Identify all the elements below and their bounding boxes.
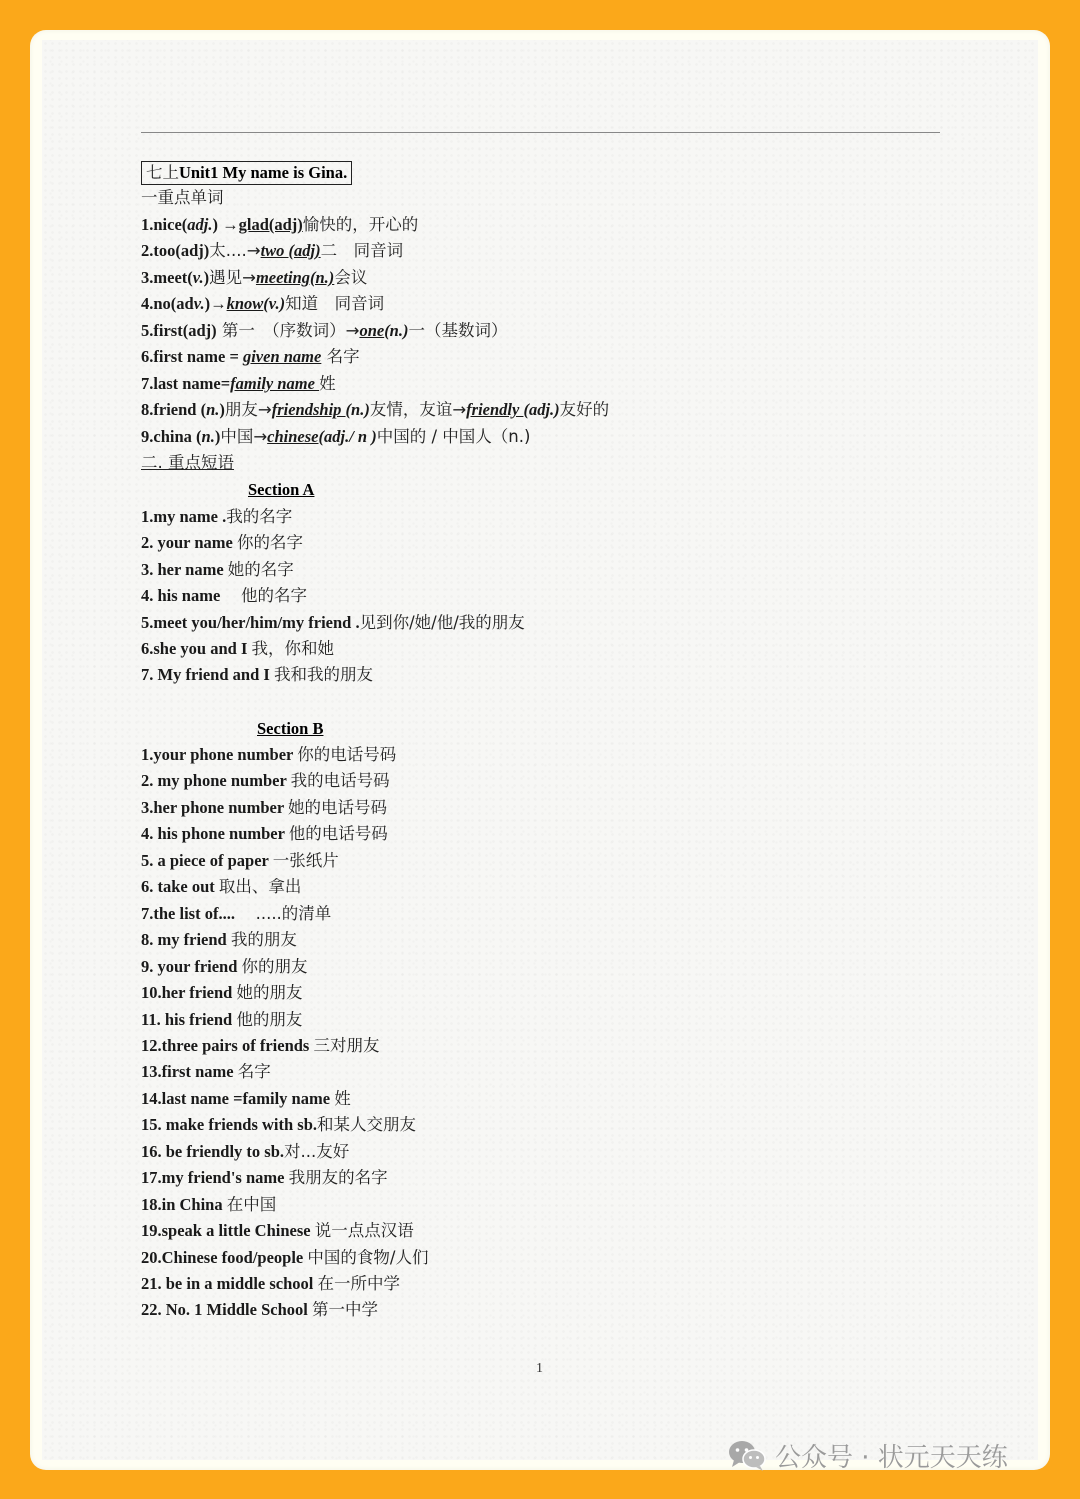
section-a-phrase-english: 6.she you and I [141,639,252,658]
section-b-phrase-english: 4. his phone number [141,824,289,844]
section-a-phrase-item [141,532,303,554]
section-b-phrase-item [141,1009,302,1031]
section-b-phrase-english: 22. No. 1 Middle School [141,1300,312,1320]
section-a-phrase-item [141,664,373,686]
section-b-phrase-chinese: 和某人交朋友 [317,1115,417,1135]
section-a-phrase-english: 7. My friend and I [141,665,274,685]
section-b-phrase-english: 16. be friendly to sb. [141,1141,285,1161]
section-b-phrase-item [141,797,387,819]
section-b-phrase-chinese: 一张纸片 [272,850,339,870]
section-a-phrase-chinese: 我和我的朋友 [273,665,373,685]
section-b-phrase-item [141,850,339,872]
section-b-phrase-english: 17.my friend's name [141,1168,289,1188]
section-b-phrase-chinese: 姓 [334,1088,351,1108]
section-b-phrase-item [141,1088,351,1110]
section-b-phrase-english: 11. his friend [141,1009,237,1029]
section-b-phrase-chinese: 名字 [237,1062,271,1082]
section-b-phrase-item [141,929,297,951]
word-item-9: 9.china (n.)中国→chinese(adj./ n )中国的 / 中国人（n.) [141,427,531,446]
watermark [727,1437,1008,1473]
section-a-phrase-chinese: 他的名字 [224,586,307,606]
section-b-phrase-item [141,876,301,898]
section-a-phrase-chinese: 我的名字 [226,507,293,526]
section-b-phrase-chinese: 在一所中学 [317,1274,400,1293]
section-b-phrase-item [141,1299,378,1321]
section-b-phrase-chinese: 他的朋友 [236,1009,303,1029]
word-item-7: 7.last name=family name 姓 [141,374,336,393]
section-b-phrase-item [141,956,308,978]
section-b-phrase-item [141,903,331,925]
section-a-phrase-item [141,585,307,607]
watermark-text: 公众号 · 状元天天练 [775,1442,1008,1473]
word-item-8: 8.friend (n.)朋友→friendship (n.)友情，友谊→friendly (adj.)友好的 [141,400,610,419]
section-b-phrase-english: 13.first name [141,1062,238,1082]
section-b-phrase-item [141,1141,349,1163]
word-item-3: 3.meet(v.)遇见→meeting(n.)会议 [141,268,368,287]
section-b-phrase-english: 9. your friend [141,956,242,976]
section-b-phrase-english: 3.her phone number [141,797,289,817]
section-a-phrase-english: 4. his name [141,586,225,606]
section-b-phrase-item [141,1273,400,1295]
section-b-phrase-chinese: 第一中学 [311,1300,378,1320]
section-a-phrase-chinese: 我，你和她 [251,639,334,658]
page-number: 1 [536,1361,543,1376]
section-a-phrase-item [141,638,334,660]
section-b-phrase-item [141,1167,388,1189]
section-b-phrase-item [141,1114,416,1136]
section-b-phrase-item [141,1220,414,1242]
section-b-phrase-chinese: 对...友好 [284,1141,350,1161]
section-b-phrase-item [141,1194,276,1216]
section-b-phrase-item [141,1247,428,1269]
section-b-phrase-item [141,744,396,766]
unit-title-box [141,161,352,185]
section-b-phrase-item [141,1061,271,1083]
section-b-phrase-chinese: 你的电话号码 [297,745,397,764]
section-a-phrase-chinese: 她的名字 [227,559,294,579]
section-a-phrase-english: 5.meet you/her/him/my friend . [141,612,360,632]
section-b-phrase-english: 18.in China [141,1194,227,1214]
section-b-phrase-chinese: .....的清单 [255,903,332,923]
section-b-title: Section B [257,719,324,738]
section2-heading: 二. 重点短语 [141,453,234,472]
section-b-phrase-item [141,982,302,1004]
section-b-phrase-chinese: 你的朋友 [241,956,308,976]
section-b-phrase-english: 5. a piece of paper [141,850,273,870]
section-a-phrase-english: 1.my name . [141,507,227,526]
section-b-phrase-item [141,823,388,845]
section1-heading: 一重点单词 [141,188,224,207]
section-b-phrase-english: 8. my friend [141,930,231,950]
section-a-phrase-chinese: 你的名字 [236,533,303,553]
section-b-phrase-english: 19.speak a little Chinese [141,1221,315,1241]
section-b-phrase-chinese: 三对朋友 [313,1035,380,1055]
word-item-1: 1.nice(adj.) →glad(adj)愉快的，开心的 [141,215,419,234]
section-b-phrase-english: 7.the list of.... [141,903,256,923]
section-a-phrase-chinese: 见到你/她/他/我的朋友 [359,612,525,632]
unit-title-prefix: 七上 [146,163,179,182]
section-b-phrase-english: 12.three pairs of friends [141,1035,314,1055]
section-b-phrase-chinese: 她的电话号码 [288,797,388,817]
section-b-phrase-english: 6. take out [141,877,219,897]
section-a-phrase-item [141,506,292,528]
section-b-phrase-english: 20.Chinese food/people [141,1247,308,1267]
section-b-phrase-english: 10.her friend [141,983,237,1003]
unit-title-text: Unit1 My name is Gina. [179,163,348,182]
section-b-phrase-english: 21. be in a middle school [141,1274,318,1293]
section-b-phrase-english: 1.your phone number [141,745,298,764]
section-b-phrase-chinese: 说一点点汉语 [314,1221,414,1241]
section-b-phrase-chinese: 在中国 [226,1194,277,1214]
section-a-phrase-item [141,612,525,634]
section-a-title: Section A [248,480,315,499]
section-b-phrase-chinese: 她的朋友 [236,983,303,1003]
section-a-phrase-item [141,559,294,581]
header-rule [141,132,940,133]
section-b-phrase-chinese: 中国的食物/人们 [307,1247,429,1267]
word-item-5: 5.first(adj) 第一 （序数词）→one(n.)一（基数词） [141,321,508,340]
section-b-phrase-item [141,1035,379,1057]
section-b-phrase-chinese: 取出、拿出 [218,877,302,897]
section-a-phrase-english: 2. your name [141,533,237,553]
word-item-4: 4.no(adv.)→know(v.)知道 同音词 [141,294,385,313]
section-b-phrase-english: 15. make friends with sb. [141,1115,318,1135]
word-item-2: 2.too(adj)太....→two (adj)二 同音词 [141,241,404,260]
word-item-6: 6.first name = given name 名字 [141,347,360,366]
section-b-phrase-chinese: 他的电话号码 [288,824,388,844]
section-b-phrase-chinese: 我的电话号码 [290,771,390,791]
section-b-phrase-english: 14.last name =family name [141,1088,335,1108]
wechat-icon [727,1438,767,1472]
section-b-phrase-chinese: 我的朋友 [230,930,297,950]
section-a-phrase-english: 3. her name [141,559,228,579]
section-b-phrase-item [141,770,390,792]
section-b-phrase-chinese: 我朋友的名字 [288,1168,388,1188]
section-b-phrase-english: 2. my phone number [141,771,291,791]
